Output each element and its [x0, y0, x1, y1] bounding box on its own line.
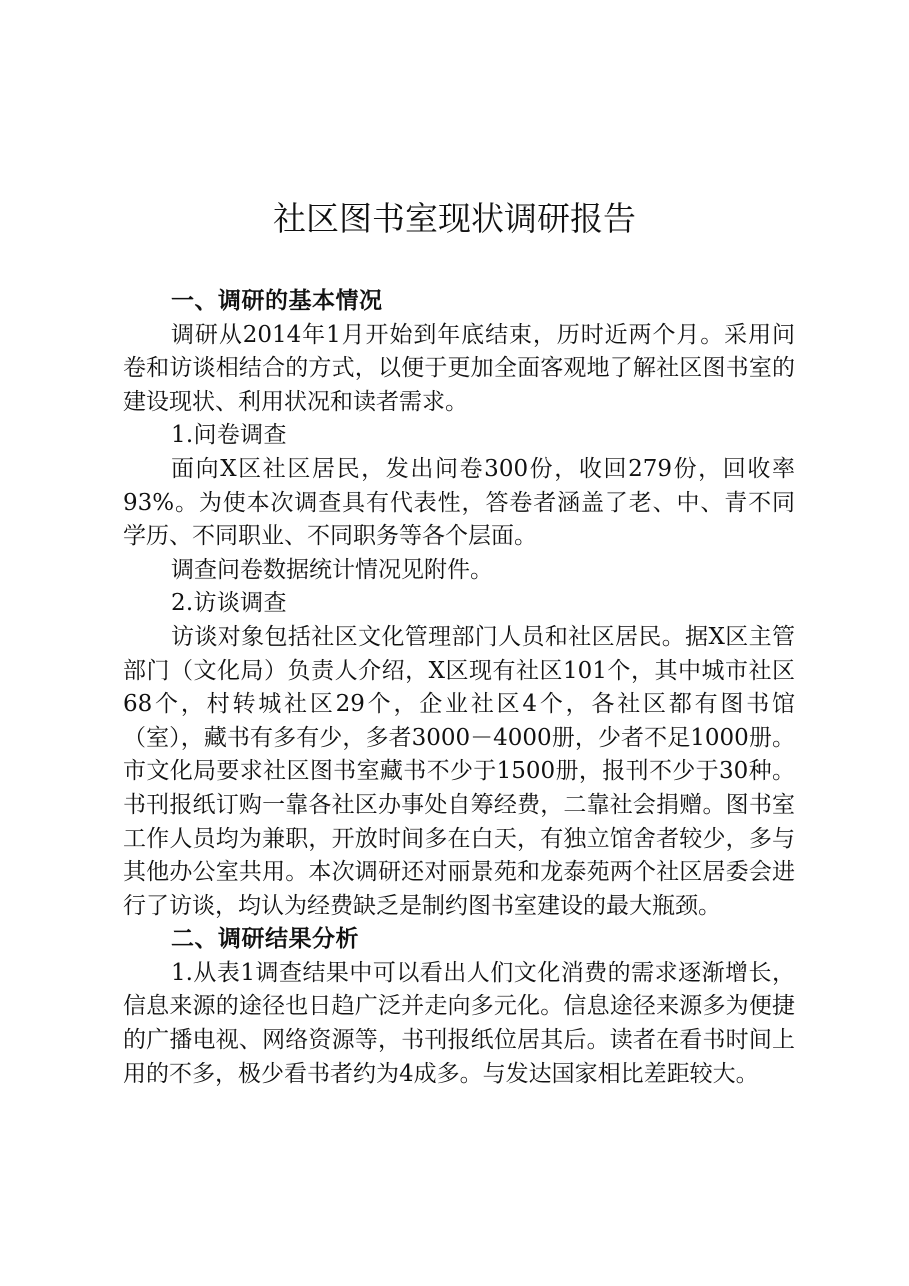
- subsection-heading-questionnaire: 1.问卷调查: [171, 422, 287, 449]
- section-heading-results: 二、调研结果分析: [171, 926, 359, 953]
- subsection-heading-interview: 2.访谈调查: [171, 590, 287, 617]
- paragraph-survey-overview: 调研从2014年1月开始到年底结束，历时近两个月。采用问卷和访谈相结合的方式，以便于更加全面客观地了解社区图书室的建设现状、利用状况和读者需求。: [123, 321, 795, 415]
- document-title: 社区图书室现状调研报告: [273, 199, 636, 238]
- document-body: [123, 285, 795, 1091]
- paragraph-questionnaire-appendix: 调查问卷数据统计情况见附件。: [171, 556, 493, 583]
- paragraph-interview-details: 访谈对象包括社区文化管理部门人员和社区居民。据X区主管部门（文化局）负责人介绍，X区现有社区101个，其中城市社区68个，村转城社区29个，企业社区4个，各社区都有图书馆（室），藏书有多有少，多者3000－4000册，少者不足1000册。市文化局要求社区图书室藏书不少于1500册，报刊不少于30种。书刊报纸订购一靠各社区办事处自筹经费，二靠社会捐赠。图书室工作人员均为兼职，开放时间多在白天，有独立馆舍者较少，多与其他办公室共用。本次调研还对丽景苑和龙泰苑两个社区居委会进行了访谈，均认为经费缺乏是制约图书室建设的最大瓶颈。: [123, 623, 795, 919]
- paragraph-results-analysis: 1.从表1调查结果中可以看出人们文化消费的需求逐渐增长，信息来源的途径也日趋广泛并走向多元化。信息途径来源多为便捷的广播电视、网络资源等，书刊报纸位居其后。读者在看书时间上用的不多，极少看书者约为4成多。与发达国家相比差距较大。: [123, 959, 795, 1087]
- section-heading-basic-info: 一、调研的基本情况: [171, 288, 383, 314]
- paragraph-questionnaire-details: 面向X区社区居民，发出问卷300份，收回279份，回收率93%。为使本次调查具有代表性，答卷者涵盖了老、中、青不同学历、不同职业、不同职务等各个层面。: [123, 455, 795, 550]
